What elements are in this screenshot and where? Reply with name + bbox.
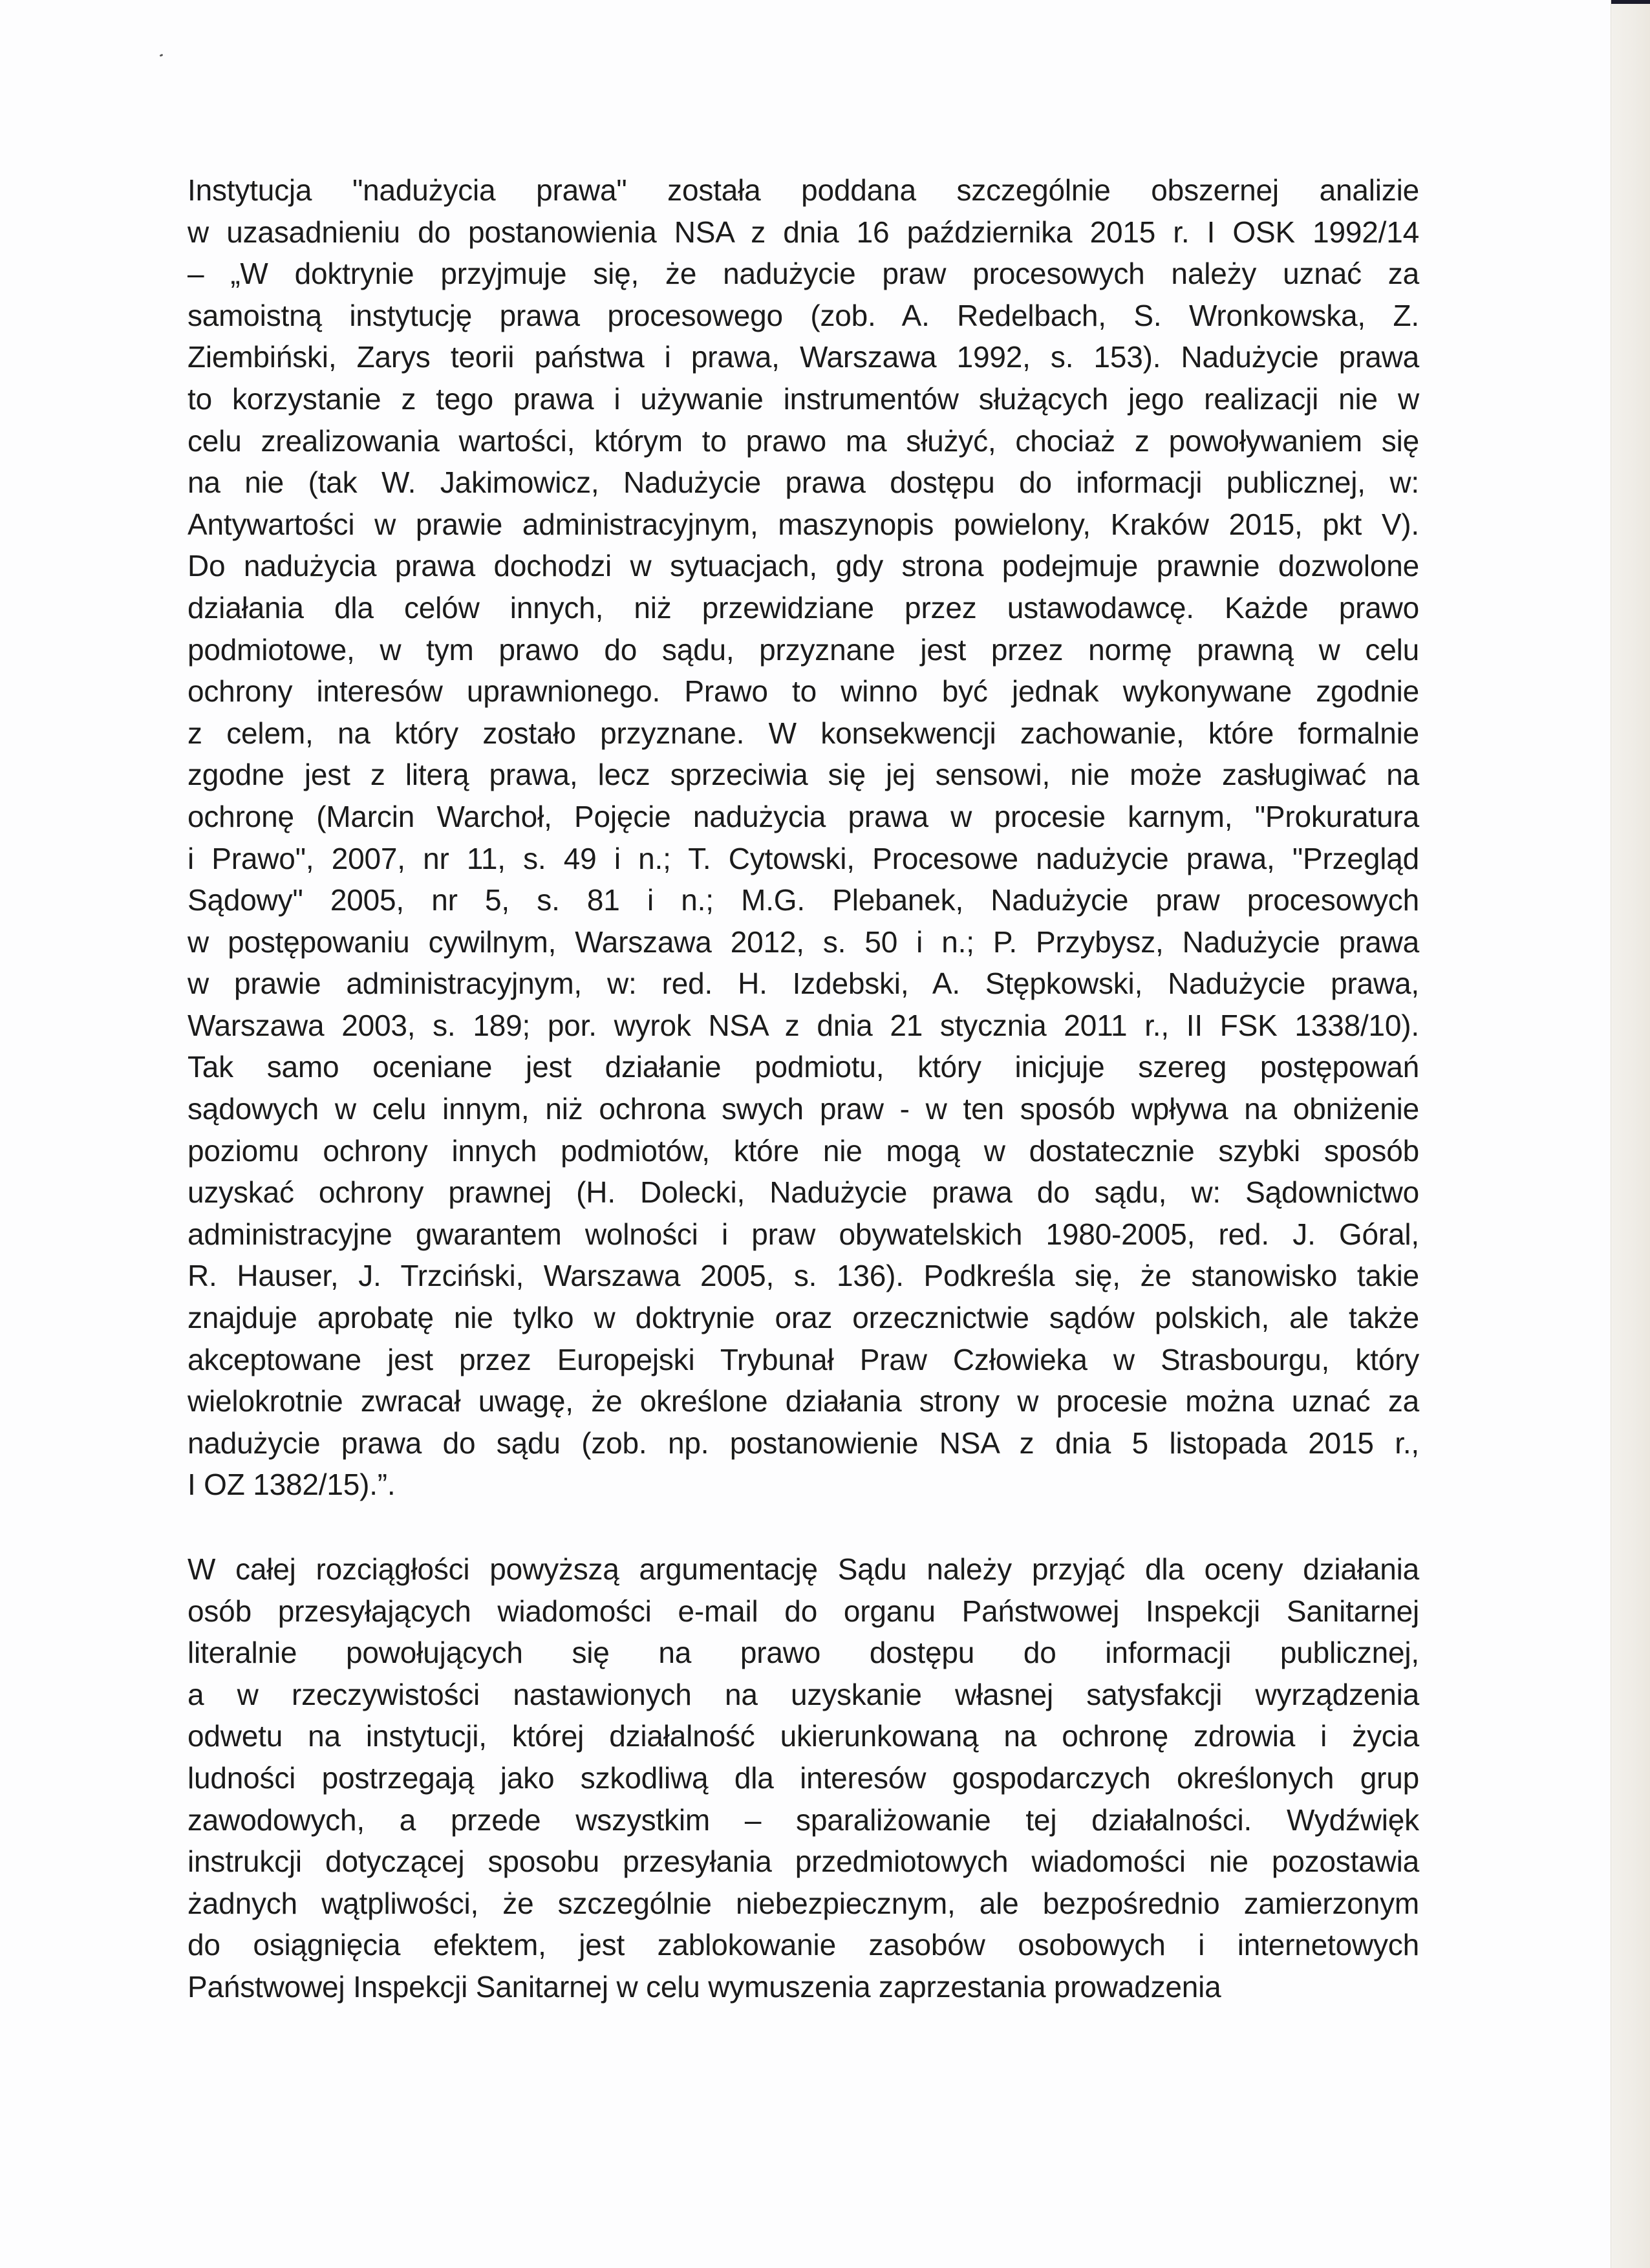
text-line: i Prawo", 2007, nr 11, s. 49 i n.; T. Cytowski, Procesowe nadużycie prawa, "Przegląd [188,841,1419,875]
text-line: w uzasadnieniu do postanowienia NSA z dnia 16 października 2015 r. I OSK 1992/14 [188,215,1419,249]
text-line: nadużycie prawa do sądu (zob. np. postanowienie NSA z dnia 5 listopada 2015 r., [188,1426,1419,1460]
text-line: uzyskać ochrony prawnej (H. Dolecki, Nadużycie prawa do sądu, w: Sądownictwo [188,1175,1419,1210]
text-line: instrukcji dotyczącej sposobu przesyłania przedmiotowych wiadomości nie pozostawia [188,1845,1419,1879]
text-line: Instytucja "nadużycia prawa" została poddana szczególnie obszernej analizie [188,173,1419,207]
text-line: wielokrotnie zwracał uwagę, że określone działania strony w procesie można uznać za [188,1384,1419,1418]
text-line: z celem, na który zostało przyznane. W konsekwencji zachowanie, które formalnie [188,716,1419,750]
scanner-edge-shadow [1611,0,1650,4]
text-line: ochrony interesów uprawnionego. Prawo to winno być jednak wykonywane zgodnie [188,674,1419,709]
paragraph-1 [188,169,1419,1506]
text-line: żadnych wątpliwości, że szczególnie niebezpiecznym, ale bezpośrednio zamierzonym [188,1886,1419,1920]
text-line: R. Hauser, J. Trzciński, Warszawa 2005, s. 136). Podkreśla się, że stanowisko takie [188,1259,1419,1293]
text-line: literalnie powołujących się na prawo dostępu do informacji publicznej, [188,1636,1419,1670]
text-line: odwetu na instytucji, której działalność ukierunkowaną na ochronę zdrowia i życia [188,1719,1419,1753]
scanner-edge-strip [1611,0,1650,2268]
text-line: zawodowych, a przede wszystkim – sparaliżowanie tej działalności. Wydźwięk [188,1803,1419,1837]
text-line: I OZ 1382/15).”. [188,1468,396,1502]
text-line: a w rzeczywistości nastawionych na uzyskanie własnej satysfakcji wyrządzenia [188,1677,1419,1711]
text-line: w postępowaniu cywilnym, Warszawa 2012, s. 50 i n.; P. Przybysz, Nadużycie prawa [188,925,1419,959]
text-line: do osiągnięcia efektem, jest zablokowanie zasobów osobowych i internetowych [188,1928,1419,1962]
text-line: Ziembiński, Zarys teorii państwa i prawa, Warszawa 1992, s. 153). Nadużycie prawa [188,340,1419,374]
text-line: Państwowej Inspekcji Sanitarnej w celu wymuszenia zaprzestania prowadzenia [188,1969,1221,2004]
text-line: sądowych w celu innym, niż ochrona swych praw - w ten sposób wpływa na obniżenie [188,1092,1419,1126]
text-line: osób przesyłających wiadomości e-mail do organu Państwowej Inspekcji Sanitarnej [188,1594,1419,1628]
text-line: ludności postrzegają jako szkodliwą dla interesów gospodarczych określonych grup [188,1760,1419,1795]
text-line: Warszawa 2003, s. 189; por. wyrok NSA z dnia 21 stycznia 2011 r., II FSK 1338/10). [188,1008,1419,1042]
text-line: to korzystanie z tego prawa i używanie instrumentów służących jego realizacji nie w [188,381,1419,416]
text-line: Tak samo oceniane jest działanie podmiotu, który inicjuje szereg postępowań [188,1050,1419,1084]
text-line: zgodne jest z literą prawa, lecz sprzeciwia się jej sensowi, nie może zasługiwać na [188,758,1419,792]
text-line: – „W doktrynie przyjmuje się, że nadużycie praw procesowych należy uznać za [188,257,1419,291]
text-line: samoistną instytucję prawa procesowego (zob. A. Redelbach, S. Wronkowska, Z. [188,298,1419,332]
text-line: Sądowy" 2005, nr 5, s. 81 i n.; M.G. Plebanek, Nadużycie praw procesowych [188,883,1419,917]
text-line: akceptowane jest przez Europejski Trybunał Praw Człowieka w Strasbourgu, który [188,1342,1419,1376]
paragraph-spacer [188,1506,1419,1548]
scan-speck [160,54,164,57]
text-line: Do nadużycia prawa dochodzi w sytuacjach, gdy strona podejmuje prawnie dozwolone [188,549,1419,583]
text-line: administracyjne gwarantem wolności i praw obywatelskich 1980-2005, red. J. Góral, [188,1217,1419,1251]
document-body [188,169,1419,2008]
text-line: w prawie administracyjnym, w: red. H. Izdebski, A. Stępkowski, Nadużycie prawa, [188,967,1419,1001]
text-line: Antywartości w prawie administracyjnym, maszynopis powielony, Kraków 2015, pkt V). [188,507,1419,541]
text-line: na nie (tak W. Jakimowicz, Nadużycie prawa dostępu do informacji publicznej, w: [188,465,1419,500]
text-line: poziomu ochrony innych podmiotów, które nie mogą w dostatecznie szybki sposób [188,1133,1419,1168]
text-line: W całej rozciągłości powyższą argumentację Sądu należy przyjąć dla oceny działania [188,1552,1419,1586]
text-line: podmiotowe, w tym prawo do sądu, przyznane jest przez normę prawną w celu [188,632,1419,667]
text-line: ochronę (Marcin Warchoł, Pojęcie nadużycia prawa w procesie karnym, "Prokuratura [188,799,1419,833]
text-line: znajduje aprobatę nie tylko w doktrynie oraz orzecznictwie sądów polskich, ale także [188,1301,1419,1335]
paragraph-2 [188,1548,1419,2008]
text-line: działania dla celów innych, niż przewidziane przez ustawodawcę. Każde prawo [188,590,1419,625]
text-line: celu zrealizowania wartości, którym to prawo ma służyć, chociaż z powoływaniem się [188,423,1419,458]
